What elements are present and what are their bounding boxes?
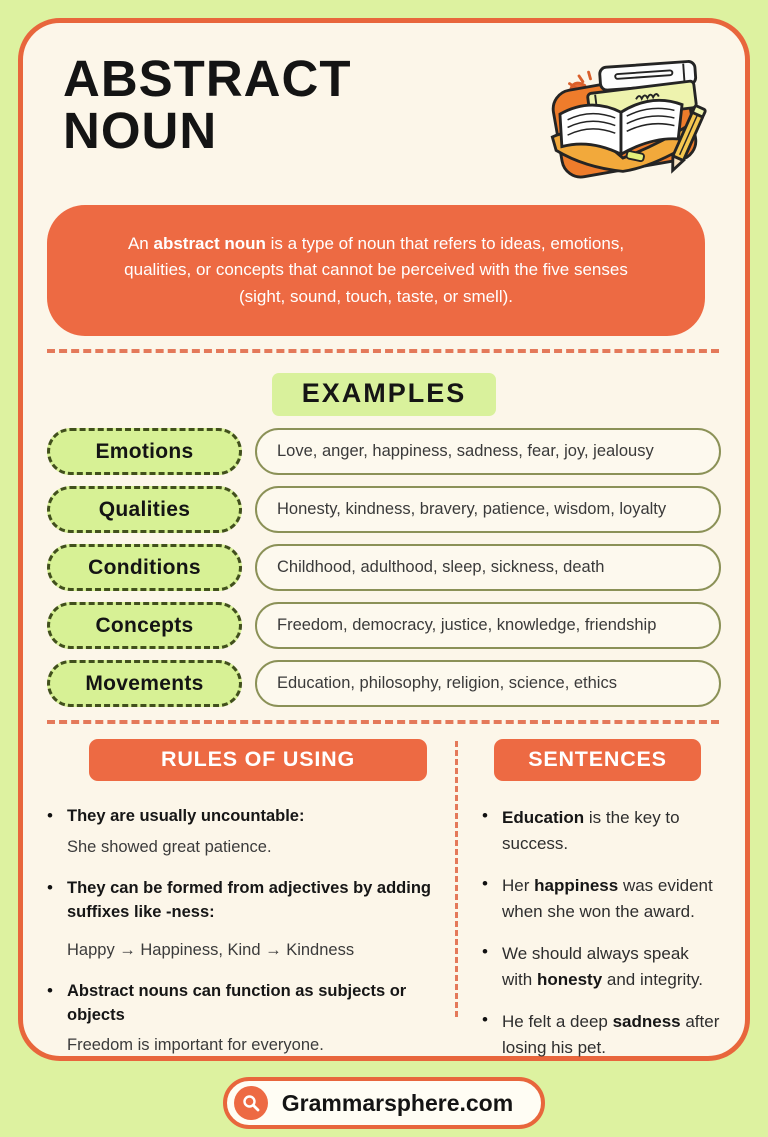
rules-list: [47, 805, 445, 1058]
rules-section: [47, 737, 455, 1077]
sentence-pre: He felt a deep: [502, 1012, 613, 1032]
sentence-keyword: honesty: [536, 969, 603, 989]
examples-table: [47, 428, 721, 707]
rule-example: She showed great patience.: [67, 837, 272, 856]
examples-value-conditions: Childhood, adulthood, sleep, sickness, death: [255, 544, 721, 591]
rules-heading: RULES OF USING: [89, 739, 427, 781]
sentences-list: [482, 805, 721, 1060]
search-icon: [234, 1086, 268, 1120]
rule-text: They are usually uncountable:: [67, 807, 305, 826]
header: [47, 49, 721, 179]
examples-value-concepts: Freedom, democracy, justice, knowledge, friendship: [255, 602, 721, 649]
table-row: [47, 602, 721, 649]
site-name: Grammarsphere.com: [281, 1089, 514, 1116]
definition-box: [47, 205, 705, 336]
examples-value-movements: Education, philosophy, religion, science, ethics: [255, 660, 721, 707]
sentence-post: was evident when she won the award.: [502, 876, 713, 921]
category-pill-conditions: Conditions: [47, 544, 242, 591]
list-item: [47, 980, 445, 1059]
site-link[interactable]: [223, 1077, 545, 1129]
sentence-keyword: Education: [502, 808, 585, 828]
sentence-post: is the key to success.: [502, 808, 680, 853]
list-item: [47, 805, 445, 860]
sentence-keyword: happiness: [534, 876, 619, 896]
category-pill-emotions: Emotions: [47, 428, 242, 475]
examples-value-emotions: Love, anger, happiness, sadness, fear, joy, jealousy: [255, 428, 721, 475]
rule-text: Abstract nouns can function as subjects or objects: [67, 981, 407, 1024]
sentence-keyword: sadness: [612, 1012, 681, 1032]
table-row: [47, 428, 721, 475]
examples-heading: EXAMPLES: [272, 373, 497, 416]
table-row: [47, 544, 721, 591]
sentences-heading: SENTENCES: [494, 739, 701, 781]
sentences-section: [458, 737, 721, 1077]
list-item: [482, 1009, 721, 1060]
footer: [47, 1077, 721, 1137]
sentence-pre: We should always speak with: [502, 944, 689, 989]
dashed-divider-middle: [47, 720, 719, 724]
list-item: [482, 805, 721, 856]
dashed-divider-top: [47, 349, 719, 353]
category-pill-movements: Movements: [47, 660, 242, 707]
page-title-line1: ABSTRACT: [63, 50, 352, 107]
table-row: [47, 660, 721, 707]
table-row: [47, 486, 721, 533]
category-pill-concepts: Concepts: [47, 602, 242, 649]
examples-value-qualities: Honesty, kindness, bravery, patience, wisdom, loyalty: [255, 486, 721, 533]
books-and-pencil-illustration: [535, 55, 707, 179]
lower-columns: [47, 737, 721, 1077]
list-item: [47, 877, 445, 963]
category-pill-qualities: Qualities: [47, 486, 242, 533]
sentence-post: after losing his pet.: [502, 1012, 720, 1057]
rule-example: Happy → Happiness, Kind → Kindness: [67, 940, 355, 959]
list-item: [482, 941, 721, 992]
page-title: [63, 50, 352, 160]
list-item: [482, 873, 721, 924]
definition-term: abstract noun: [153, 234, 266, 253]
rule-text: They can be formed from adjectives by adding suffixes like -ness:: [67, 878, 432, 921]
bullet-icon: •: [482, 942, 488, 962]
page-title-line2: NOUN: [63, 102, 218, 160]
definition-text-pre: An: [127, 234, 154, 253]
bullet-icon: •: [482, 806, 488, 826]
rule-example: Freedom is important for everyone.: [67, 1036, 324, 1055]
bullet-icon: •: [47, 806, 53, 826]
poster-card: [18, 18, 750, 1116]
sentence-pre: Her: [502, 876, 535, 896]
bullet-icon: •: [47, 877, 53, 897]
bullet-icon: •: [482, 1010, 488, 1030]
sentence-post: and integrity.: [602, 969, 703, 989]
definition-text-post: is a type of noun that refers to ideas, emotions, qualities, or concepts that cannot be perceived with the five senses (sight, sound, touch, taste, or smell).: [124, 234, 628, 306]
bullet-icon: •: [482, 874, 488, 894]
bullet-icon: •: [47, 980, 53, 1000]
